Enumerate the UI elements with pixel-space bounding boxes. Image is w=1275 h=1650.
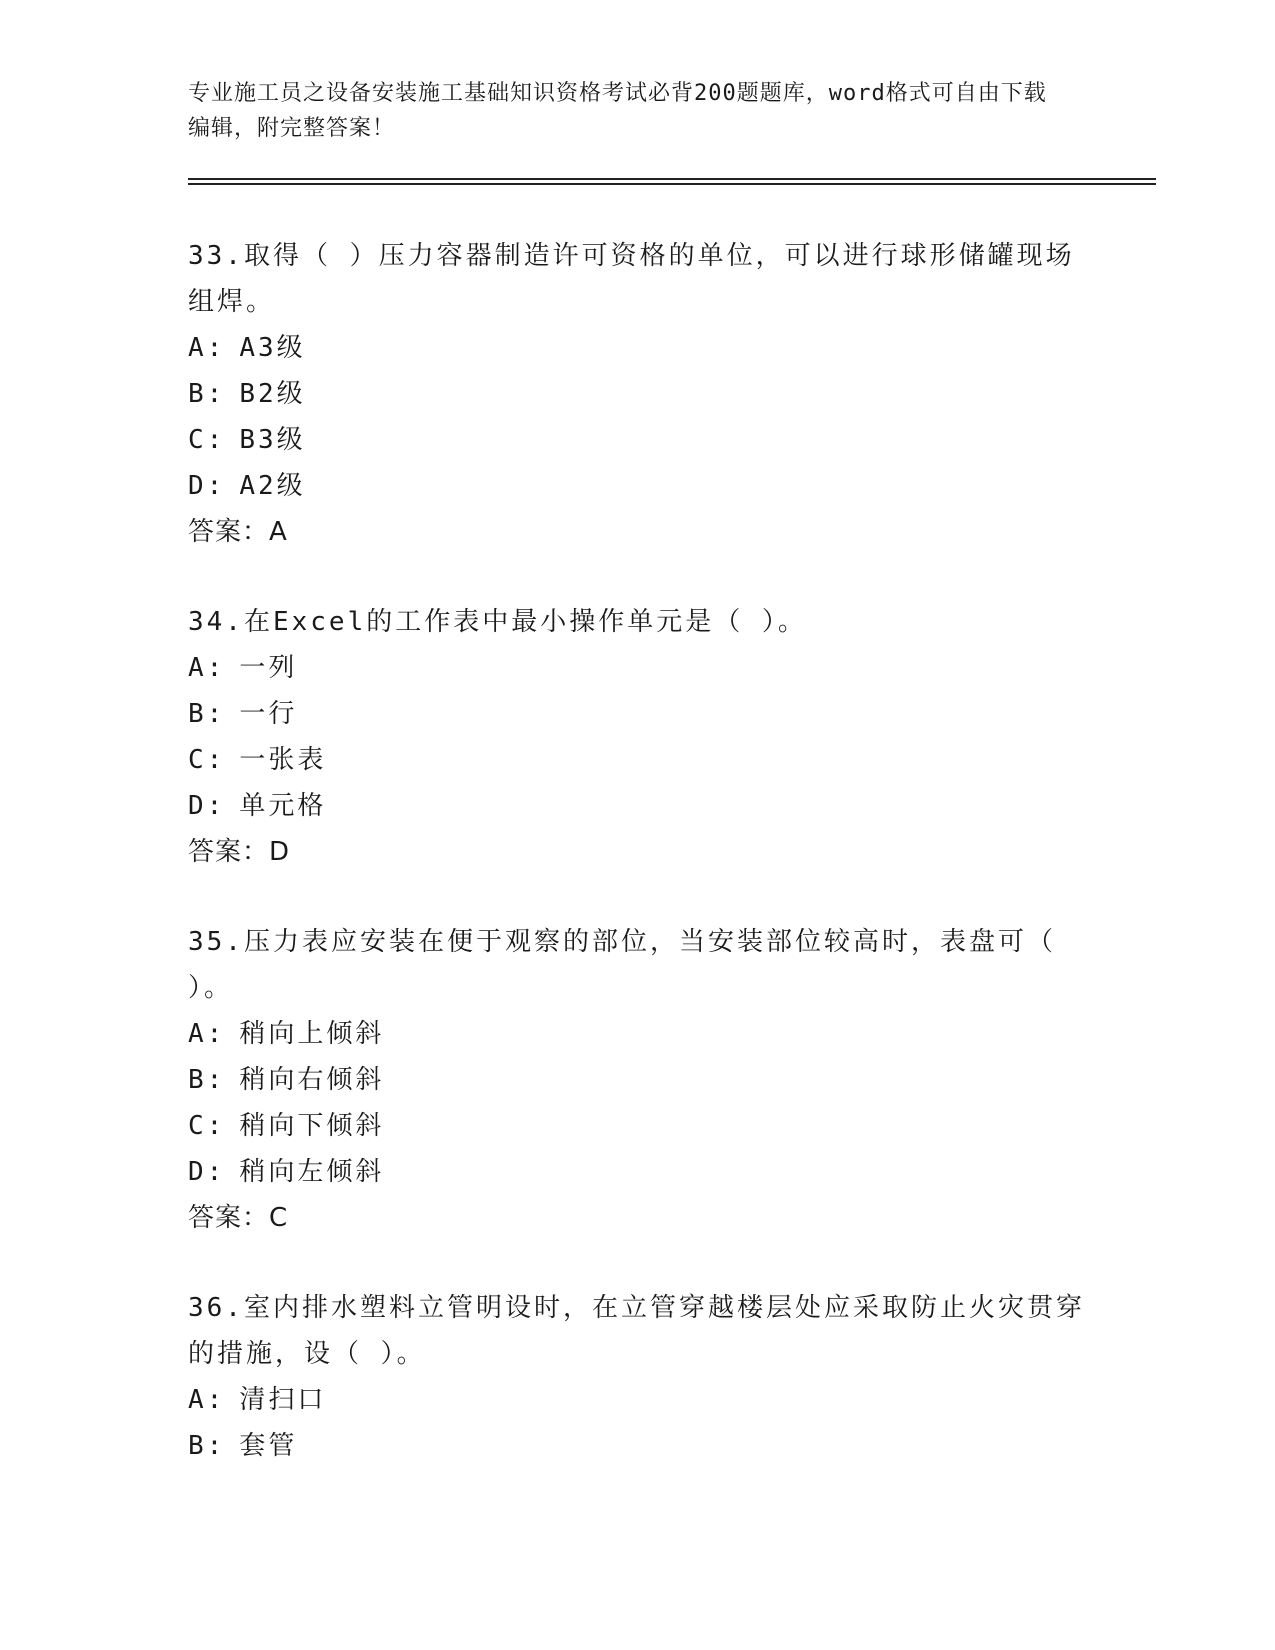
answer-line: 答案：A [188,517,288,547]
question-34 [188,599,1088,875]
answer-line: 答案：C [188,1203,289,1233]
option-label: 一列 [239,653,298,683]
option-key: D: [188,791,226,821]
header-divider-bottom [188,183,1156,185]
option-label: 稍向左倾斜 [239,1157,385,1187]
question-text: 36.室内排水塑料立管明设时，在立管穿越楼层处应采取防止火灾贯穿的措施，设（ ）。 [188,1293,1085,1369]
option-key: B: [188,1065,226,1095]
question-spacer [188,875,1088,919]
option-key: A: [188,1019,226,1049]
option-label: 稍向上倾斜 [239,1019,385,1049]
option-label: A2级 [239,471,306,501]
option-key: A: [188,653,226,683]
option-b [188,1057,1088,1103]
option-label: B2级 [239,379,306,409]
option-b [188,371,1088,417]
option-label: 清扫口 [239,1385,327,1415]
question-35 [188,919,1088,1241]
option-d [188,1149,1088,1195]
answer-line: 答案：D [188,837,291,867]
document-intro: 专业施工员之设备安装施工基础知识资格考试必背200题题库，word格式可自由下载编辑，附完整答案！ [188,81,1047,141]
option-a [188,1377,1088,1423]
option-key: C: [188,1111,226,1141]
option-b [188,1423,1088,1469]
option-key: C: [188,425,226,455]
option-key: A: [188,1385,226,1415]
option-a [188,1011,1088,1057]
option-d [188,463,1088,509]
question-spacer [188,555,1088,599]
question-33 [188,233,1088,555]
option-label: A3级 [239,333,306,363]
option-label: 套管 [239,1431,298,1461]
question-list [188,233,1088,1469]
option-label: 单元格 [239,791,327,821]
question-spacer [188,1241,1088,1285]
option-label: 一行 [239,699,298,729]
option-a [188,325,1088,371]
option-label: 稍向右倾斜 [239,1065,385,1095]
option-key: A: [188,333,226,363]
header-divider-top [188,178,1156,180]
option-c [188,417,1088,463]
option-key: B: [188,1431,226,1461]
question-text: 34.在Excel的工作表中最小操作单元是（ ）。 [188,607,807,637]
option-key: B: [188,379,226,409]
option-b [188,691,1088,737]
question-text: 35.压力表应安装在便于观察的部位，当安装部位较高时，表盘可（ ）。 [188,927,1056,1003]
option-c [188,737,1088,783]
question-text: 33.取得（ ）压力容器制造许可资格的单位，可以进行球形储罐现场组焊。 [188,241,1075,317]
option-key: C: [188,745,226,775]
option-key: D: [188,471,226,501]
option-a [188,645,1088,691]
option-c [188,1103,1088,1149]
question-36 [188,1285,1088,1469]
option-key: D: [188,1157,226,1187]
option-label: B3级 [239,425,306,455]
option-d [188,783,1088,829]
option-label: 一张表 [239,745,327,775]
option-key: B: [188,699,226,729]
option-label: 稍向下倾斜 [239,1111,385,1141]
